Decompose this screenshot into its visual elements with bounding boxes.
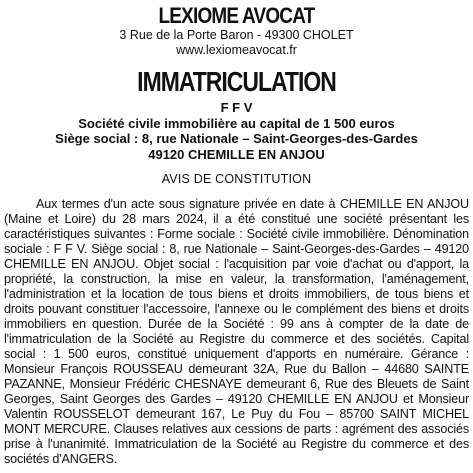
firm-address: 3 Rue de la Porte Baron - 49300 CHOLET xyxy=(119,28,354,42)
company-city: 49120 CHEMILLE EN ANJOU xyxy=(148,146,325,162)
firm-website: www.lexiomeavocat.fr xyxy=(176,43,297,57)
company-type: Société civile immobilière au capital de 1 500 euros xyxy=(78,115,395,131)
head-office: Siège social : 8, rue Nationale – Saint-Georges-des-Gardes xyxy=(55,131,418,147)
company-block xyxy=(4,100,469,162)
firm-header xyxy=(4,4,469,58)
section-title: AVIS DE CONSTITUTION xyxy=(161,172,312,187)
firm-name: LEXIOME AVOCAT xyxy=(158,3,315,28)
notice-title: IMMATRICULATION xyxy=(137,66,336,97)
notice-body: Aux termes d'un acte sous signature privée en date à CHEMILLE EN ANJOU (Maine et Loire) du 28 mars 2024, il a été constitué une société présentant les caractéristiques suivantes : Forme sociale : Société civile immobilière. Dénomination sociale : F F V. Siège social : 8, rue Nationale – Saint-Georges-des-Gardes – 49120 CHEMILLE EN ANJOU. Objet social : l'acquisition par voie d'achat ou d'apport, la propriété, la construction, la mise en valeur, la transformation, l'aménagement, l'administration et la location de tous biens et droits immobiliers, de tous biens et droits pouvant constituer l'accessoire, l'annexe ou le complément des biens et droits immobiliers en question. Durée de la Société : 99 ans à compter de la date de l'immatriculation de la Société au Registre du commerce et des sociétés. Capital social : 1 500 euros, constitué uniquement d'apports en numéraire. Gérance : Monsieur François ROUSSEAU demeurant 32A, Rue du Ballon – 44680 SAINTE PAZANNE, Monsieur Frédéric CHESNAYE demeurant 6, Rue des Bleuets de Saint Georges, Saint Georges des Gardes – 49120 CHEMILLE EN ANJOU et Monsieur Valentin ROUSSELOT demeurant 167, Le Puy du Fou – 85700 SAINT MICHEL MONT MERCURE. Clauses relatives aux cessions de parts : agrément des associés prise à l'unanimité. Immatriculation de la Société au Registre du commerce et des sociétés d'ANGERS. xyxy=(4,197,469,466)
company-name: F F V xyxy=(220,100,253,115)
